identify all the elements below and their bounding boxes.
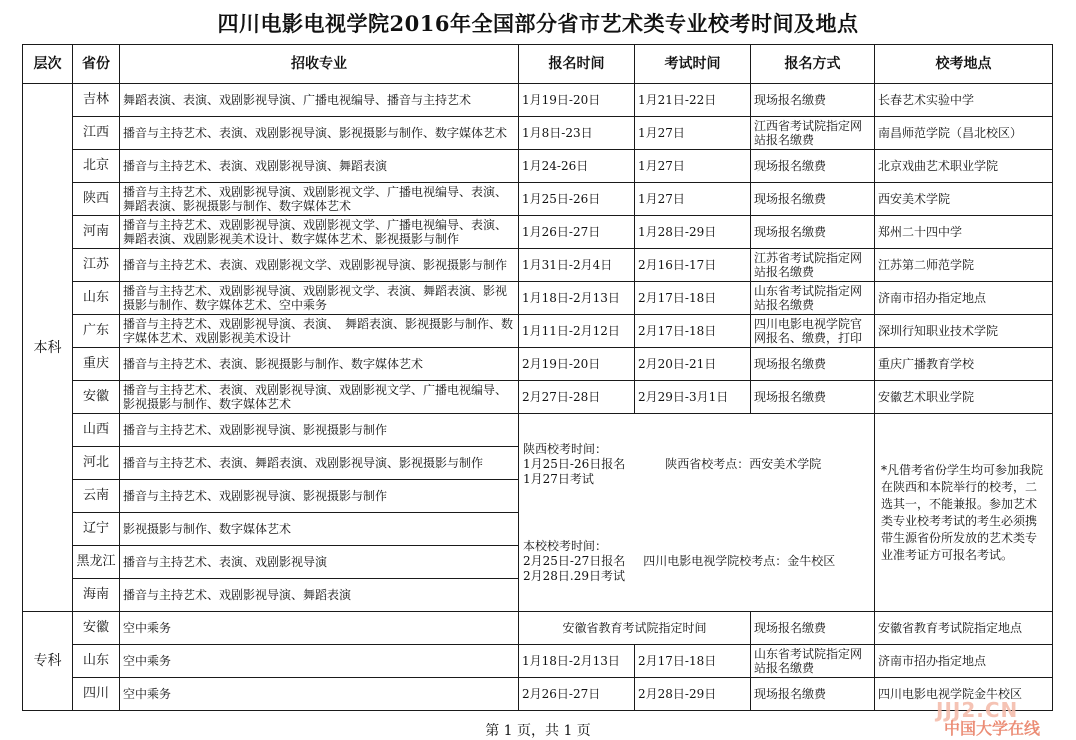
exam-time-cell: 1月27日 — [635, 150, 751, 183]
reg-method-cell: 现场报名缴费 — [751, 183, 875, 216]
reg-method-cell: 现场报名缴费 — [751, 612, 875, 645]
majors-cell: 播音与主持艺术、戏剧影视导演、表演、 舞蹈表演、影视摄影与制作、数字媒体艺术、戏剧影视美术设计 — [120, 315, 519, 348]
watermark-top: JJJ2.CN — [936, 698, 1019, 722]
reg-method-cell: 现场报名缴费 — [751, 150, 875, 183]
shaanxi-reg-line — [523, 457, 870, 472]
reg-time-cell: 1月25日-26日 — [519, 183, 635, 216]
reg-method-cell: 现场报名缴费 — [751, 678, 875, 711]
header-reg-method: 报名方式 — [751, 45, 875, 84]
table-row — [23, 84, 1053, 117]
majors-cell: 播音与主持艺术、表演、戏剧影视导演、影视摄影与制作、数字媒体艺术 — [120, 117, 519, 150]
exam-site-cell: 江苏第二师范学院 — [875, 249, 1053, 282]
majors-cell: 影视摄影与制作、数字媒体艺术 — [120, 513, 519, 546]
majors-cell: 播音与主持艺术、表演、影视摄影与制作、数字媒体艺术 — [120, 348, 519, 381]
reg-method-cell: 山东省考试院指定网站报名缴费 — [751, 282, 875, 315]
watermark-logo — [930, 698, 1050, 738]
province-cell: 黑龙江 — [73, 546, 120, 579]
majors-cell: 播音与主持艺术、表演、戏剧影视导演 — [120, 546, 519, 579]
majors-cell: 播音与主持艺术、戏剧影视导演、舞蹈表演 — [120, 579, 519, 612]
table-row — [23, 216, 1053, 249]
majors-cell: 播音与主持艺术、戏剧影视导演、戏剧影视文学、广播电视编导、表演、舞蹈表演、影视摄影与制作、数字媒体艺术 — [120, 183, 519, 216]
reg-time-cell: 1月18日-2月13日 — [519, 645, 635, 678]
majors-cell: 播音与主持艺术、表演、戏剧影视导演、戏剧影视文学、广播电视编导、影视摄影与制作、数字媒体艺术 — [120, 381, 519, 414]
shaanxi-time-label: 陕西校考时间： — [523, 441, 608, 456]
watermark-bottom: 中国大学在线 — [944, 719, 1041, 738]
table-row — [23, 183, 1053, 216]
exam-time-cell: 2月17日-18日 — [635, 315, 751, 348]
shaanxi-site: 陕西省校考点：西安美术学院 — [665, 456, 822, 471]
exam-site-cell: 深圳行知职业技术学院 — [875, 315, 1053, 348]
header-exam-site: 校考地点 — [875, 45, 1053, 84]
table-row — [23, 414, 1053, 447]
province-cell: 辽宁 — [73, 513, 120, 546]
reg-time-cell: 2月26日-27日 — [519, 678, 635, 711]
schedule-table — [22, 44, 1053, 711]
province-cell: 广东 — [73, 315, 120, 348]
table-row — [23, 678, 1053, 711]
header-reg-time: 报名时间 — [519, 45, 635, 84]
school-time-label: 本校校考时间： — [523, 538, 608, 553]
exam-site-cell: 郑州二十四中学 — [875, 216, 1053, 249]
table-row — [23, 348, 1053, 381]
exam-time-cell: 1月28日-29日 — [635, 216, 751, 249]
exam-site-cell: 安徽艺术职业学院 — [875, 381, 1053, 414]
reg-method-cell: 现场报名缴费 — [751, 381, 875, 414]
school-exam: 2月28日.29日考试 — [523, 568, 625, 583]
province-cell: 山西 — [73, 414, 120, 447]
table-row — [23, 117, 1053, 150]
province-cell: 云南 — [73, 480, 120, 513]
reg-time-cell: 1月11日-2月12日 — [519, 315, 635, 348]
reg-method-cell: 江西省考试院指定网站报名缴费 — [751, 117, 875, 150]
province-cell: 北京 — [73, 150, 120, 183]
province-cell: 江苏 — [73, 249, 120, 282]
province-cell: 江西 — [73, 117, 120, 150]
reg-time-cell: 1月18日-2月13日 — [519, 282, 635, 315]
reg-method-cell: 现场报名缴费 — [751, 84, 875, 117]
reg-time-cell: 1月19日-20日 — [519, 84, 635, 117]
shaanxi-exam: 1月27日考试 — [523, 471, 594, 486]
header-majors: 招收专业 — [120, 45, 519, 84]
province-cell: 山东 — [73, 282, 120, 315]
table-row — [23, 282, 1053, 315]
reg-method-cell: 现场报名缴费 — [751, 216, 875, 249]
province-cell: 安徽 — [73, 612, 120, 645]
province-cell: 海南 — [73, 579, 120, 612]
level-benke: 本科 — [23, 84, 73, 612]
majors-cell: 播音与主持艺术、戏剧影视导演、影视摄影与制作 — [120, 480, 519, 513]
province-cell: 安徽 — [73, 381, 120, 414]
table-row — [23, 249, 1053, 282]
reg-time-cell: 1月31日-2月4日 — [519, 249, 635, 282]
majors-cell: 播音与主持艺术、表演、戏剧影视文学、戏剧影视导演、影视摄影与制作 — [120, 249, 519, 282]
table-row — [23, 381, 1053, 414]
level-zhuanke: 专科 — [23, 612, 73, 711]
reg-time-cell: 1月24-26日 — [519, 150, 635, 183]
province-cell: 河南 — [73, 216, 120, 249]
header-row — [23, 45, 1053, 84]
table-row — [23, 150, 1053, 183]
province-cell: 四川 — [73, 678, 120, 711]
province-cell: 河北 — [73, 447, 120, 480]
majors-cell: 空中乘务 — [120, 612, 519, 645]
shaanxi-reg: 1月25日-26日报名 — [523, 456, 626, 471]
exam-site-cell: 西安美术学院 — [875, 183, 1053, 216]
exam-time-cell: 1月21日-22日 — [635, 84, 751, 117]
reg-time-cell: 2月19日-20日 — [519, 348, 635, 381]
exam-time-cell: 2月29日-3月1日 — [635, 381, 751, 414]
table-row — [23, 315, 1053, 348]
province-cell: 陕西 — [73, 183, 120, 216]
exam-site-cell: 济南市招办指定地点 — [875, 282, 1053, 315]
exam-time-cell: 2月20日-21日 — [635, 348, 751, 381]
exam-site-cell: 长春艺术实验中学 — [875, 84, 1053, 117]
exam-time-cell: 1月27日 — [635, 117, 751, 150]
school-reg: 2月25日-27日报名 — [523, 553, 626, 568]
header-exam-time: 考试时间 — [635, 45, 751, 84]
exam-time-cell: 2月28日-29日 — [635, 678, 751, 711]
table-row — [23, 645, 1053, 678]
reg-method-cell: 现场报名缴费 — [751, 348, 875, 381]
majors-cell: 空中乘务 — [120, 645, 519, 678]
merged-schedule-cell — [519, 414, 875, 612]
exam-site-cell: 北京戏曲艺术职业学院 — [875, 150, 1053, 183]
exam-site-cell: 四川电影电视学院金牛校区 — [875, 678, 1053, 711]
majors-cell: 播音与主持艺术、戏剧影视导演、戏剧影视文学、表演、舞蹈表演、影视摄影与制作、数字媒体艺术、空中乘务 — [120, 282, 519, 315]
school-site: 四川电影电视学院校考点：金牛校区 — [643, 553, 836, 568]
majors-cell: 空中乘务 — [120, 678, 519, 711]
province-cell: 重庆 — [73, 348, 120, 381]
header-level: 层次 — [23, 45, 73, 84]
reg-method-cell: 江苏省考试院指定网站报名缴费 — [751, 249, 875, 282]
page-footer: 第 1 页，共 1 页 — [485, 723, 591, 739]
reg-time-cell: 2月27日-28日 — [519, 381, 635, 414]
school-reg-line — [523, 554, 870, 569]
exam-time-cell: 2月16日-17日 — [635, 249, 751, 282]
reg-method-cell: 四川电影电视学院官网报名、缴费，打印 — [751, 315, 875, 348]
exam-site-cell: 南昌师范学院（昌北校区） — [875, 117, 1053, 150]
majors-cell: 播音与主持艺术、戏剧影视导演、戏剧影视文学、广播电视编导、表演、舞蹈表演、戏剧影视美术设计、数字媒体艺术、影视摄影与制作 — [120, 216, 519, 249]
header-province: 省份 — [73, 45, 120, 84]
note-cell: *凡借考省份学生均可参加我院在陕西和本院举行的校考，二选其一，不能兼报。参加艺术类专业校考考试的考生必须携带生源省份所发放的艺术类专业准考证方可报名考试。 — [875, 414, 1053, 612]
reg-time-cell: 1月26日-27日 — [519, 216, 635, 249]
page-title: 四川电影电视学院2016年全国部分省市艺术类专业校考时间及地点 — [217, 11, 859, 36]
table-row — [23, 612, 1053, 645]
province-cell: 吉林 — [73, 84, 120, 117]
province-cell: 山东 — [73, 645, 120, 678]
exam-site-cell: 重庆广播教育学校 — [875, 348, 1053, 381]
majors-cell: 播音与主持艺术、表演、舞蹈表演、戏剧影视导演、影视摄影与制作 — [120, 447, 519, 480]
exam-site-cell: 济南市招办指定地点 — [875, 645, 1053, 678]
merged-time-cell: 安徽省教育考试院指定时间 — [519, 612, 751, 645]
exam-site-cell: 安徽省教育考试院指定地点 — [875, 612, 1053, 645]
reg-time-cell: 1月8日-23日 — [519, 117, 635, 150]
majors-cell: 播音与主持艺术、戏剧影视导演、影视摄影与制作 — [120, 414, 519, 447]
exam-time-cell: 2月17日-18日 — [635, 645, 751, 678]
exam-time-cell: 2月17日-18日 — [635, 282, 751, 315]
majors-cell: 舞蹈表演、表演、戏剧影视导演、广播电视编导、播音与主持艺术 — [120, 84, 519, 117]
reg-method-cell: 山东省考试院指定网站报名缴费 — [751, 645, 875, 678]
exam-time-cell: 1月27日 — [635, 183, 751, 216]
majors-cell: 播音与主持艺术、表演、戏剧影视导演、舞蹈表演 — [120, 150, 519, 183]
